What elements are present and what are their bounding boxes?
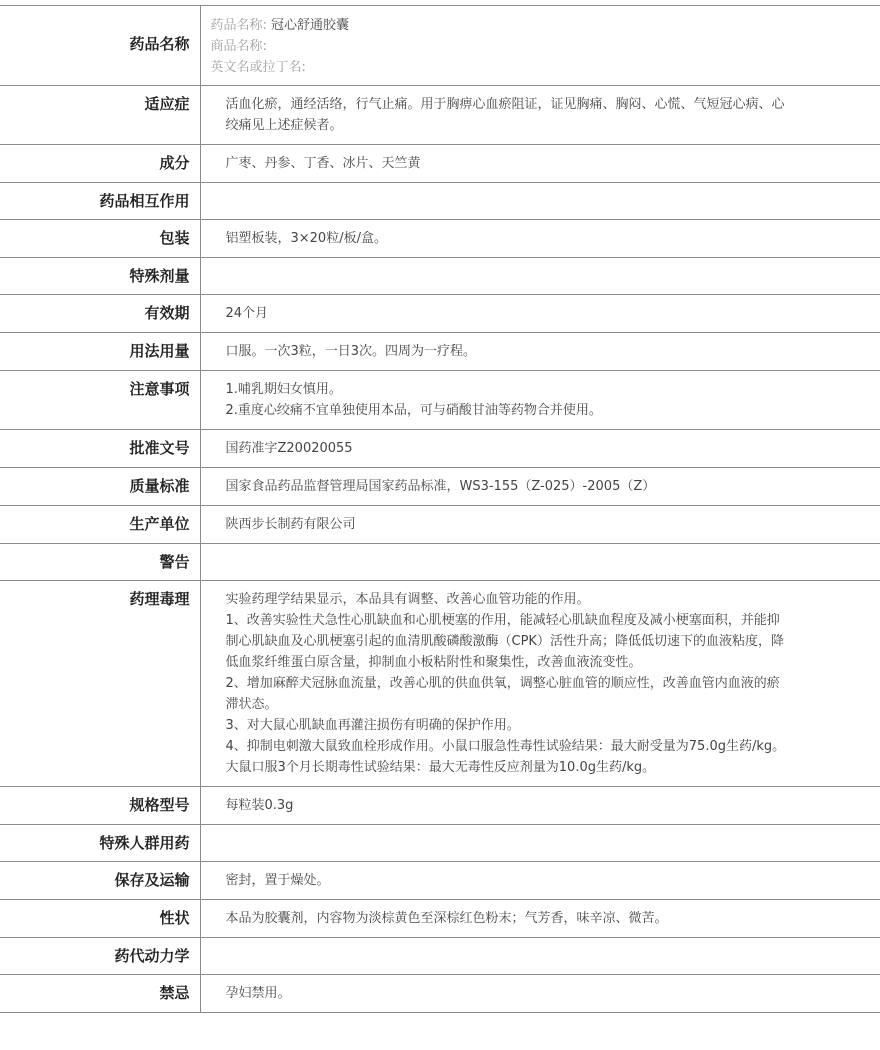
- label-appearance: 性状: [0, 900, 200, 938]
- row-appearance: [0, 900, 880, 938]
- label-pharmacokinetics: 药代动力学: [0, 938, 200, 975]
- row-contraindications: [0, 975, 880, 1013]
- value-appearance: 本品为胶囊剂，内容物为淡棕黄色至深棕红色粉末；气芳香，味辛凉、微苦。: [225, 911, 668, 926]
- label-approval: 批准文号: [0, 430, 200, 468]
- row-warning: [0, 544, 880, 581]
- pharmacology-line: 3、对大鼠心肌缺血再灌注损伤有明确的保护作用。: [225, 718, 520, 733]
- row-interactions: [0, 183, 880, 220]
- value-indication: 活血化瘀，通经活络，行气止痛。用于胸痹心血瘀阻证，证见胸痛、胸闷、心慌、气短冠心病、心绞痛见上述症候者。: [225, 97, 785, 133]
- label-drug-name: 药品名称: [0, 6, 200, 86]
- row-pharmacology: [0, 581, 880, 787]
- value-interactions: [200, 183, 880, 220]
- value-validity: 24个月: [225, 306, 269, 321]
- label-standard: 质量标准: [0, 468, 200, 506]
- value-standard: 国家食品药品监督管理局国家药品标准，WS3-155（Z-025）-2005（Z）: [225, 479, 656, 494]
- label-spec: 规格型号: [0, 787, 200, 825]
- row-standard: [0, 468, 880, 506]
- value-ingredients: 广枣、丹参、丁香、冰片、天竺黄: [225, 156, 421, 171]
- value-contraindications: 孕妇禁用。: [225, 986, 291, 1001]
- pharmacology-line: 4、抑制电刺激大鼠致血栓形成作用。小鼠口服急性毒性试验结果：最大耐受量为75.0g生药/kg。大鼠口服3个月长期毒性试验结果：最大无毒性反应剂量为10.0g生药/kg。: [225, 739, 786, 775]
- value-usage: 口服。一次3粒，一日3次。四周为一疗程。: [225, 344, 477, 359]
- trade-name-key: 商品名称:: [210, 39, 267, 54]
- value-approval: 国药准字Z20020055: [225, 441, 353, 456]
- generic-name-key: 药品名称:: [210, 18, 267, 33]
- row-validity: [0, 295, 880, 333]
- label-manufacturer: 生产单位: [0, 506, 200, 544]
- row-indication: [0, 86, 880, 145]
- label-warning: 警告: [0, 544, 200, 581]
- drug-spec-table: [0, 5, 880, 1013]
- value-pharmacology: [200, 581, 880, 787]
- generic-name-value: 冠心舒通胶囊: [271, 18, 350, 33]
- value-drug-name: [200, 6, 880, 86]
- english-name-key: 英文名或拉丁名:: [210, 60, 306, 75]
- label-package: 包装: [0, 220, 200, 258]
- row-package: [0, 220, 880, 258]
- label-storage: 保存及运输: [0, 862, 200, 900]
- row-spec: [0, 787, 880, 825]
- row-manufacturer: [0, 506, 880, 544]
- row-pharmacokinetics: [0, 938, 880, 975]
- value-pharmacokinetics: [200, 938, 880, 975]
- label-usage: 用法用量: [0, 333, 200, 371]
- row-storage: [0, 862, 880, 900]
- row-special-dose: [0, 258, 880, 295]
- pharmacology-line: 1、改善实验性犬急性心肌缺血和心肌梗塞的作用，能减轻心肌缺血程度及减小梗塞面积，并能抑制心肌缺血及心肌梗塞引起的血清肌酸磷酸激酶（CPK）活性升高；降低低切速下的血液粘度，降低血浆纤维蛋白原含量，抑制血小板粘附性和聚集性，改善血液流变性。: [225, 613, 784, 670]
- row-special-population: [0, 825, 880, 862]
- row-precautions: [0, 371, 880, 430]
- value-warning: [200, 544, 880, 581]
- label-special-population: 特殊人群用药: [0, 825, 200, 862]
- value-special-dose: [200, 258, 880, 295]
- value-package: 铝塑板装，3×20粒/板/盒。: [225, 231, 387, 246]
- row-ingredients: [0, 145, 880, 183]
- precaution-line: 2.重度心绞痛不宜单独使用本品，可与硝酸甘油等药物合并使用。: [225, 403, 602, 418]
- value-special-population: [200, 825, 880, 862]
- row-approval: [0, 430, 880, 468]
- label-special-dose: 特殊剂量: [0, 258, 200, 295]
- precaution-line: 1.哺乳期妇女慎用。: [225, 382, 342, 397]
- label-ingredients: 成分: [0, 145, 200, 183]
- value-precautions: [200, 371, 880, 430]
- label-precautions: 注意事项: [0, 371, 200, 430]
- value-spec: 每粒装0.3g: [225, 798, 294, 813]
- label-contraindications: 禁忌: [0, 975, 200, 1013]
- label-indication: 适应症: [0, 86, 200, 145]
- row-drug-name: [0, 6, 880, 86]
- pharmacology-line: 实验药理学结果显示，本品具有调整、改善心血管功能的作用。: [225, 592, 590, 607]
- label-interactions: 药品相互作用: [0, 183, 200, 220]
- pharmacology-line: 2、增加麻醉犬冠脉血流量，改善心肌的供血供氧，调整心脏血管的顺应性，改善血管内血液的瘀滞状态。: [225, 676, 780, 712]
- value-storage: 密封，置于燥处。: [225, 873, 330, 888]
- value-manufacturer: 陕西步长制药有限公司: [225, 517, 356, 532]
- row-usage: [0, 333, 880, 371]
- label-pharmacology: 药理毒理: [0, 581, 200, 787]
- label-validity: 有效期: [0, 295, 200, 333]
